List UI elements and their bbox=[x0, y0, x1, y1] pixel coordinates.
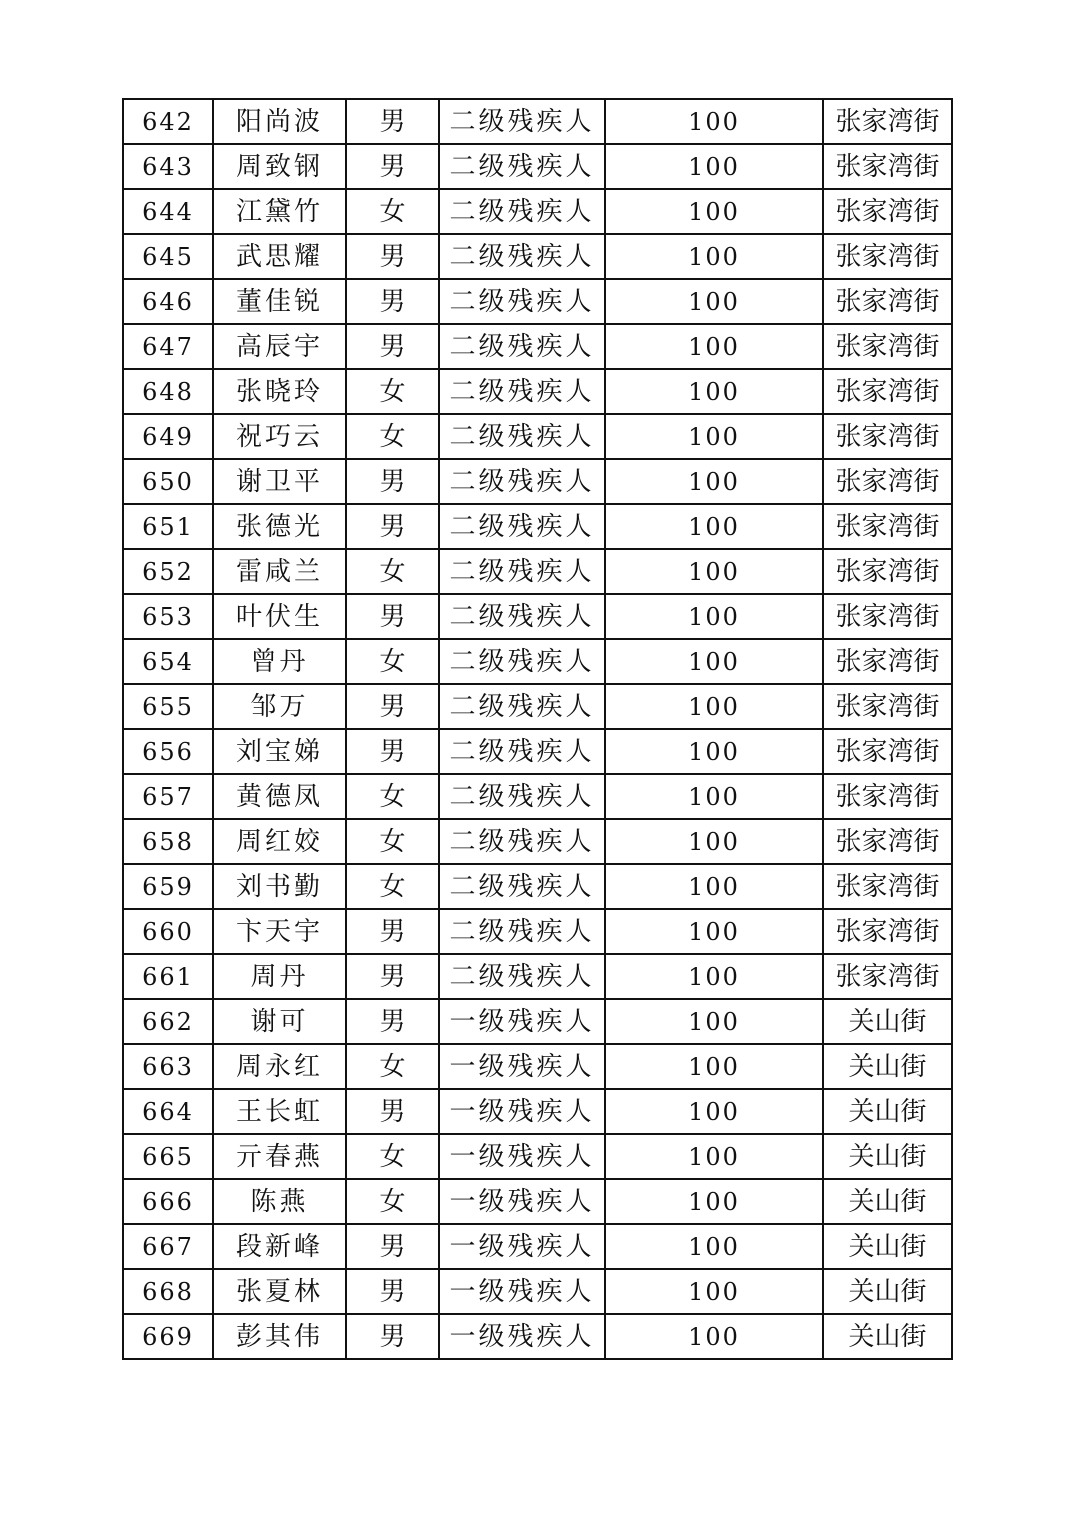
gender-cell: 女 bbox=[346, 369, 439, 414]
street-cell: 张家湾街 bbox=[823, 504, 952, 549]
row-number-cell: 669 bbox=[123, 1314, 213, 1359]
disability-level-cell: 二级残疾人 bbox=[439, 234, 605, 279]
amount-cell: 100 bbox=[605, 279, 823, 324]
gender-cell: 男 bbox=[346, 909, 439, 954]
row-number-cell: 661 bbox=[123, 954, 213, 999]
name-cell: 周永红 bbox=[213, 1044, 346, 1089]
table-row bbox=[123, 1314, 952, 1359]
row-number-cell: 647 bbox=[123, 324, 213, 369]
table-row bbox=[123, 549, 952, 594]
name-cell: 武思耀 bbox=[213, 234, 346, 279]
amount-cell: 100 bbox=[605, 99, 823, 144]
amount-cell: 100 bbox=[605, 954, 823, 999]
disability-level-cell: 一级残疾人 bbox=[439, 1044, 605, 1089]
gender-cell: 女 bbox=[346, 1179, 439, 1224]
amount-cell: 100 bbox=[605, 864, 823, 909]
name-cell: 周丹 bbox=[213, 954, 346, 999]
gender-cell: 男 bbox=[346, 729, 439, 774]
disability-level-cell: 二级残疾人 bbox=[439, 324, 605, 369]
street-cell: 张家湾街 bbox=[823, 729, 952, 774]
gender-cell: 女 bbox=[346, 819, 439, 864]
name-cell: 雷咸兰 bbox=[213, 549, 346, 594]
street-cell: 关山街 bbox=[823, 999, 952, 1044]
amount-cell: 100 bbox=[605, 549, 823, 594]
gender-cell: 男 bbox=[346, 1224, 439, 1269]
gender-cell: 女 bbox=[346, 414, 439, 459]
name-cell: 陈燕 bbox=[213, 1179, 346, 1224]
name-cell: 谢可 bbox=[213, 999, 346, 1044]
disability-level-cell: 二级残疾人 bbox=[439, 909, 605, 954]
gender-cell: 女 bbox=[346, 774, 439, 819]
name-cell: 王长虹 bbox=[213, 1089, 346, 1134]
disability-level-cell: 二级残疾人 bbox=[439, 369, 605, 414]
name-cell: 刘书勤 bbox=[213, 864, 346, 909]
row-number-cell: 656 bbox=[123, 729, 213, 774]
name-cell: 邹万 bbox=[213, 684, 346, 729]
amount-cell: 100 bbox=[605, 1134, 823, 1179]
amount-cell: 100 bbox=[605, 594, 823, 639]
row-number-cell: 646 bbox=[123, 279, 213, 324]
gender-cell: 男 bbox=[346, 504, 439, 549]
street-cell: 张家湾街 bbox=[823, 99, 952, 144]
table-row bbox=[123, 864, 952, 909]
disability-level-cell: 一级残疾人 bbox=[439, 1224, 605, 1269]
table-row bbox=[123, 999, 952, 1044]
disability-level-cell: 二级残疾人 bbox=[439, 864, 605, 909]
gender-cell: 男 bbox=[346, 594, 439, 639]
name-cell: 张晓玲 bbox=[213, 369, 346, 414]
disability-level-cell: 二级残疾人 bbox=[439, 774, 605, 819]
gender-cell: 女 bbox=[346, 639, 439, 684]
table-row bbox=[123, 1134, 952, 1179]
amount-cell: 100 bbox=[605, 639, 823, 684]
disability-level-cell: 二级残疾人 bbox=[439, 684, 605, 729]
street-cell: 张家湾街 bbox=[823, 234, 952, 279]
table-row bbox=[123, 684, 952, 729]
disability-level-cell: 一级残疾人 bbox=[439, 1089, 605, 1134]
table-row bbox=[123, 594, 952, 639]
table-row bbox=[123, 189, 952, 234]
row-number-cell: 660 bbox=[123, 909, 213, 954]
table-row bbox=[123, 369, 952, 414]
row-number-cell: 664 bbox=[123, 1089, 213, 1134]
roster-body bbox=[123, 99, 952, 1359]
street-cell: 张家湾街 bbox=[823, 954, 952, 999]
gender-cell: 男 bbox=[346, 999, 439, 1044]
street-cell: 关山街 bbox=[823, 1314, 952, 1359]
amount-cell: 100 bbox=[605, 414, 823, 459]
disability-level-cell: 二级残疾人 bbox=[439, 189, 605, 234]
amount-cell: 100 bbox=[605, 1089, 823, 1134]
row-number-cell: 668 bbox=[123, 1269, 213, 1314]
street-cell: 张家湾街 bbox=[823, 639, 952, 684]
table-row bbox=[123, 234, 952, 279]
name-cell: 谢卫平 bbox=[213, 459, 346, 504]
amount-cell: 100 bbox=[605, 909, 823, 954]
street-cell: 张家湾街 bbox=[823, 324, 952, 369]
gender-cell: 男 bbox=[346, 1269, 439, 1314]
row-number-cell: 651 bbox=[123, 504, 213, 549]
name-cell: 刘宝娣 bbox=[213, 729, 346, 774]
disability-level-cell: 一级残疾人 bbox=[439, 1179, 605, 1224]
street-cell: 关山街 bbox=[823, 1179, 952, 1224]
row-number-cell: 645 bbox=[123, 234, 213, 279]
gender-cell: 女 bbox=[346, 1044, 439, 1089]
gender-cell: 男 bbox=[346, 459, 439, 504]
name-cell: 周致钢 bbox=[213, 144, 346, 189]
disability-level-cell: 一级残疾人 bbox=[439, 1269, 605, 1314]
name-cell: 董佳锐 bbox=[213, 279, 346, 324]
row-number-cell: 655 bbox=[123, 684, 213, 729]
row-number-cell: 665 bbox=[123, 1134, 213, 1179]
amount-cell: 100 bbox=[605, 234, 823, 279]
gender-cell: 男 bbox=[346, 1314, 439, 1359]
table-row bbox=[123, 459, 952, 504]
gender-cell: 男 bbox=[346, 279, 439, 324]
name-cell: 阳尚波 bbox=[213, 99, 346, 144]
table-row bbox=[123, 324, 952, 369]
disability-level-cell: 二级残疾人 bbox=[439, 99, 605, 144]
name-cell: 黄德凤 bbox=[213, 774, 346, 819]
disability-level-cell: 二级残疾人 bbox=[439, 144, 605, 189]
row-number-cell: 654 bbox=[123, 639, 213, 684]
name-cell: 叶伏生 bbox=[213, 594, 346, 639]
gender-cell: 男 bbox=[346, 684, 439, 729]
disability-level-cell: 二级残疾人 bbox=[439, 459, 605, 504]
disability-level-cell: 二级残疾人 bbox=[439, 954, 605, 999]
street-cell: 关山街 bbox=[823, 1134, 952, 1179]
gender-cell: 女 bbox=[346, 1134, 439, 1179]
name-cell: 江黛竹 bbox=[213, 189, 346, 234]
row-number-cell: 657 bbox=[123, 774, 213, 819]
disability-level-cell: 二级残疾人 bbox=[439, 414, 605, 459]
disability-level-cell: 二级残疾人 bbox=[439, 279, 605, 324]
row-number-cell: 652 bbox=[123, 549, 213, 594]
gender-cell: 女 bbox=[346, 189, 439, 234]
table-row bbox=[123, 819, 952, 864]
amount-cell: 100 bbox=[605, 459, 823, 504]
street-cell: 张家湾街 bbox=[823, 459, 952, 504]
table-row bbox=[123, 144, 952, 189]
row-number-cell: 649 bbox=[123, 414, 213, 459]
disability-level-cell: 一级残疾人 bbox=[439, 1134, 605, 1179]
amount-cell: 100 bbox=[605, 999, 823, 1044]
amount-cell: 100 bbox=[605, 1269, 823, 1314]
name-cell: 彭其伟 bbox=[213, 1314, 346, 1359]
street-cell: 张家湾街 bbox=[823, 774, 952, 819]
amount-cell: 100 bbox=[605, 1314, 823, 1359]
name-cell: 卞天宇 bbox=[213, 909, 346, 954]
name-cell: 张德光 bbox=[213, 504, 346, 549]
row-number-cell: 658 bbox=[123, 819, 213, 864]
amount-cell: 100 bbox=[605, 324, 823, 369]
name-cell: 高辰宇 bbox=[213, 324, 346, 369]
disability-level-cell: 一级残疾人 bbox=[439, 1314, 605, 1359]
street-cell: 张家湾街 bbox=[823, 549, 952, 594]
name-cell: 祝巧云 bbox=[213, 414, 346, 459]
amount-cell: 100 bbox=[605, 819, 823, 864]
disability-level-cell: 二级残疾人 bbox=[439, 639, 605, 684]
disability-level-cell: 二级残疾人 bbox=[439, 549, 605, 594]
disability-level-cell: 二级残疾人 bbox=[439, 819, 605, 864]
amount-cell: 100 bbox=[605, 1044, 823, 1089]
gender-cell: 男 bbox=[346, 1089, 439, 1134]
table-row bbox=[123, 1089, 952, 1134]
row-number-cell: 666 bbox=[123, 1179, 213, 1224]
street-cell: 张家湾街 bbox=[823, 189, 952, 234]
street-cell: 张家湾街 bbox=[823, 414, 952, 459]
row-number-cell: 659 bbox=[123, 864, 213, 909]
name-cell: 段新峰 bbox=[213, 1224, 346, 1269]
street-cell: 关山街 bbox=[823, 1224, 952, 1269]
disability-level-cell: 一级残疾人 bbox=[439, 999, 605, 1044]
table-row bbox=[123, 1224, 952, 1269]
table-row bbox=[123, 1044, 952, 1089]
disability-level-cell: 二级残疾人 bbox=[439, 729, 605, 774]
disability-level-cell: 二级残疾人 bbox=[439, 594, 605, 639]
gender-cell: 女 bbox=[346, 864, 439, 909]
amount-cell: 100 bbox=[605, 189, 823, 234]
table-row bbox=[123, 729, 952, 774]
name-cell: 张夏林 bbox=[213, 1269, 346, 1314]
table-row bbox=[123, 639, 952, 684]
table-row bbox=[123, 774, 952, 819]
name-cell: 周红姣 bbox=[213, 819, 346, 864]
table-row bbox=[123, 99, 952, 144]
amount-cell: 100 bbox=[605, 369, 823, 414]
table-row bbox=[123, 504, 952, 549]
gender-cell: 男 bbox=[346, 144, 439, 189]
name-cell: 曾丹 bbox=[213, 639, 346, 684]
gender-cell: 男 bbox=[346, 234, 439, 279]
street-cell: 张家湾街 bbox=[823, 684, 952, 729]
amount-cell: 100 bbox=[605, 1179, 823, 1224]
table-row bbox=[123, 1179, 952, 1224]
amount-cell: 100 bbox=[605, 774, 823, 819]
table-row bbox=[123, 954, 952, 999]
amount-cell: 100 bbox=[605, 729, 823, 774]
row-number-cell: 642 bbox=[123, 99, 213, 144]
gender-cell: 女 bbox=[346, 549, 439, 594]
gender-cell: 男 bbox=[346, 324, 439, 369]
street-cell: 关山街 bbox=[823, 1089, 952, 1134]
row-number-cell: 648 bbox=[123, 369, 213, 414]
amount-cell: 100 bbox=[605, 504, 823, 549]
row-number-cell: 653 bbox=[123, 594, 213, 639]
disability-level-cell: 二级残疾人 bbox=[439, 504, 605, 549]
name-cell: 亓春燕 bbox=[213, 1134, 346, 1179]
gender-cell: 男 bbox=[346, 99, 439, 144]
amount-cell: 100 bbox=[605, 144, 823, 189]
street-cell: 张家湾街 bbox=[823, 909, 952, 954]
street-cell: 张家湾街 bbox=[823, 144, 952, 189]
street-cell: 张家湾街 bbox=[823, 594, 952, 639]
street-cell: 张家湾街 bbox=[823, 864, 952, 909]
table-row bbox=[123, 1269, 952, 1314]
row-number-cell: 644 bbox=[123, 189, 213, 234]
table-row bbox=[123, 279, 952, 324]
gender-cell: 男 bbox=[346, 954, 439, 999]
street-cell: 张家湾街 bbox=[823, 369, 952, 414]
row-number-cell: 663 bbox=[123, 1044, 213, 1089]
roster-table bbox=[122, 98, 953, 1360]
table-row bbox=[123, 414, 952, 459]
row-number-cell: 667 bbox=[123, 1224, 213, 1269]
amount-cell: 100 bbox=[605, 684, 823, 729]
row-number-cell: 662 bbox=[123, 999, 213, 1044]
table-row bbox=[123, 909, 952, 954]
street-cell: 张家湾街 bbox=[823, 279, 952, 324]
amount-cell: 100 bbox=[605, 1224, 823, 1269]
row-number-cell: 643 bbox=[123, 144, 213, 189]
street-cell: 关山街 bbox=[823, 1044, 952, 1089]
street-cell: 张家湾街 bbox=[823, 819, 952, 864]
street-cell: 关山街 bbox=[823, 1269, 952, 1314]
row-number-cell: 650 bbox=[123, 459, 213, 504]
